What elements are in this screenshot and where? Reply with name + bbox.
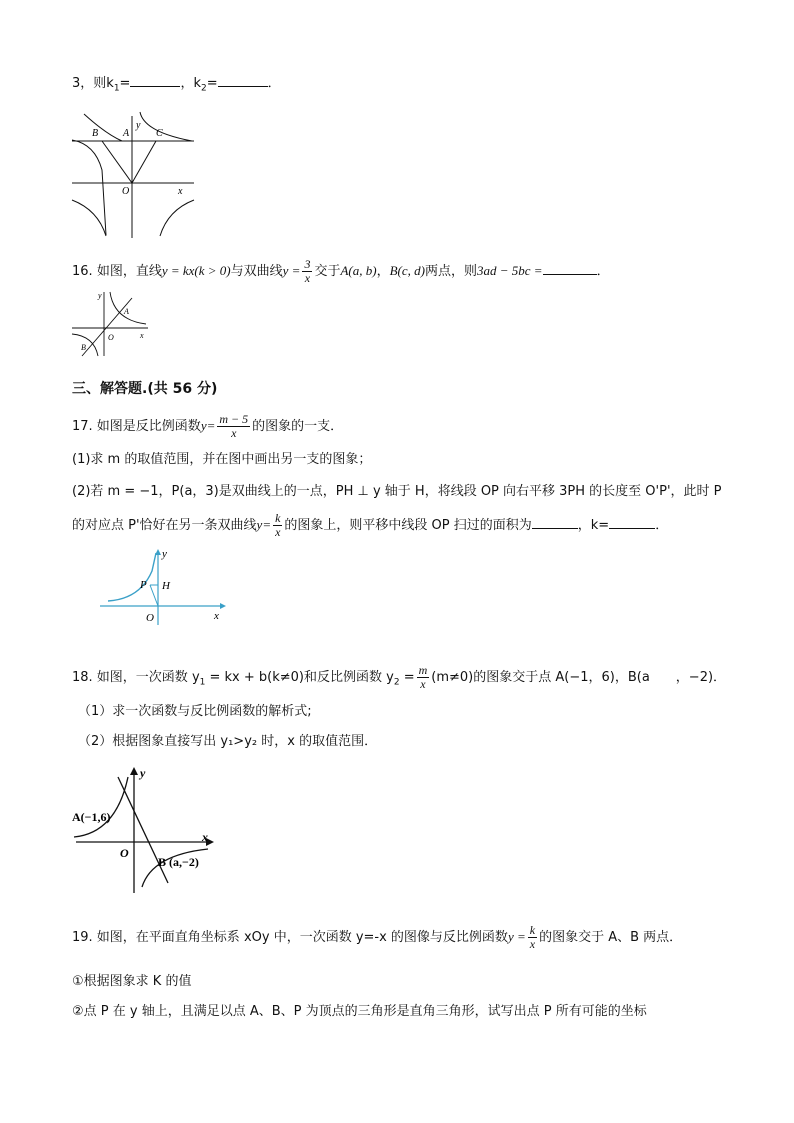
q16-point-A: A(a, b) — [340, 263, 377, 278]
segment-BO — [102, 141, 132, 183]
q16-number: 16. — [72, 264, 93, 279]
q18-part1: （1）求一次函数与反比例函数的解析式; — [78, 704, 312, 719]
y-axis-arrow — [130, 767, 138, 775]
q18-part2: （2）根据图象直接写出 y₁>y₂ 时，x 的取值范围． — [78, 734, 378, 749]
answer-blank-k[interactable] — [609, 516, 655, 529]
q19-line1 — [72, 924, 682, 951]
q17-frac2-den: x — [275, 525, 281, 539]
label-y: y — [162, 548, 167, 560]
q15-sub2: 2 — [200, 83, 207, 94]
q17-part3-d: ． — [655, 518, 669, 533]
q17-y: y= — [200, 418, 216, 433]
q16-point-B: B(c, d) — [389, 263, 425, 278]
q16-eq2: y = — [282, 263, 301, 278]
q19-t2: 的图象交于 A、B 两点． — [539, 930, 683, 945]
label-B: B — [81, 343, 86, 352]
hyperbola-upper-left — [74, 777, 128, 837]
q17-fraction — [217, 413, 250, 440]
q19-part2: ②点 P 在 y 轴上，且满足以点 A、B、P 为顶点的三角形是直角三角形，试写出点 P 所有可能的坐标 — [72, 1004, 647, 1019]
q19-part1: ①根据图象求 K 的值 — [72, 974, 192, 989]
q16-frac-num: 3 — [304, 257, 311, 271]
q16-eq1: y = kx(k > 0) — [161, 263, 231, 278]
q16-fraction — [302, 258, 312, 285]
q17-frac-den: x — [231, 426, 237, 440]
curve-lower-left — [72, 200, 106, 236]
q17-fraction2 — [273, 512, 282, 539]
label-x: x — [140, 331, 144, 340]
blank-guide-4 — [84, 192, 98, 236]
segment-OP — [150, 585, 158, 606]
q17-part2: (2)若 m = −1，P(a，3)是双曲线上的一点，PH ⊥ y 轴于 H，将线段 OP 向右平移 3PH 的长度至 O'P'，此时 P — [72, 484, 722, 499]
q15-end: ． — [267, 76, 281, 91]
q16-t4: ， — [376, 264, 390, 279]
q19-y: y = — [507, 929, 526, 944]
q15-sep: ，k — [180, 76, 201, 91]
label-x: x — [202, 830, 208, 844]
blank-guide-2 — [144, 194, 192, 238]
q16-frac-den: x — [304, 271, 311, 285]
curve-right-branch — [140, 112, 192, 141]
label-y: y — [140, 766, 146, 780]
label-B: B (a,−2) — [158, 855, 199, 869]
curve-upper-left — [72, 140, 106, 235]
label-O: O — [108, 333, 114, 342]
label-P: P — [140, 579, 147, 591]
q17-part3-c: ，k= — [577, 518, 610, 533]
label-A: A — [124, 307, 129, 316]
answer-blank-q16[interactable] — [543, 262, 597, 275]
label-y: y — [136, 120, 141, 131]
q17-intro: 17. 如图是反比例函数 — [72, 419, 201, 434]
label-A: A(−1,6) — [72, 810, 111, 824]
q16-t3: 交于 — [314, 264, 341, 279]
answer-blank-area[interactable] — [532, 516, 578, 529]
label-O: O — [120, 846, 129, 860]
q17-frac2-num: k — [275, 511, 281, 525]
figure-q15-hyperbolas — [70, 110, 200, 240]
q19-fraction — [528, 924, 537, 951]
label-C: C — [156, 128, 163, 139]
x-axis-arrow — [220, 603, 226, 609]
q16-t2: 与双曲线 — [230, 264, 283, 279]
label-x: x — [178, 186, 183, 197]
answer-blank-k2[interactable] — [218, 74, 268, 87]
label-y: y — [98, 291, 102, 300]
q18-sub1: 1 — [199, 677, 206, 688]
q18-frac-den: x — [420, 677, 426, 691]
q17-part3-y: y= — [256, 517, 272, 532]
hyperbola-branch — [108, 553, 156, 601]
q18-t4: (m≠0)的图象交于点 A(−1，6)，B(a ，−2)． — [431, 670, 727, 685]
q18-fraction — [417, 664, 430, 691]
q18-t3: = — [399, 670, 415, 685]
q16-t1: 如图，直线 — [96, 264, 162, 279]
q17-line1 — [72, 413, 343, 440]
q17-intro-end: 的图象的一支． — [252, 419, 344, 434]
blank-guide-3 — [154, 202, 192, 236]
figure-q18-line-hyperbola — [72, 765, 222, 895]
figure-q17-hyperbola — [96, 547, 230, 627]
q15-sub1: 1 — [113, 83, 120, 94]
curve-left-branch — [84, 114, 122, 141]
q15-prefix: 3，则k — [72, 76, 114, 91]
label-x: x — [214, 610, 219, 622]
segment-CO — [132, 141, 156, 183]
label-B: B — [92, 128, 99, 139]
curve-lower-right — [160, 200, 194, 236]
answer-blank-k1[interactable] — [130, 74, 180, 87]
label-O: O — [146, 612, 154, 624]
section-heading: 三、解答题.(共 56 分) — [72, 381, 218, 397]
figure-q16-line-hyperbola — [70, 288, 152, 358]
q17-frac-num: m − 5 — [219, 412, 249, 426]
q16-text — [72, 258, 610, 285]
q18-line1 — [72, 664, 726, 694]
q15-eq2: = — [206, 76, 218, 91]
q17-part3-b: 的图象上，则平移中线段 OP 扫过的面积为 — [284, 518, 532, 533]
q19-t1: 19. 如图，在平面直角坐标系 xOy 中，一次函数 y=-x 的图像与反比例函数 — [72, 930, 508, 945]
q18-frac-num: m — [418, 663, 428, 677]
q16-t5: 两点，则 — [424, 264, 477, 279]
q17-part3-a: 的对应点 P'恰好在另一条双曲线 — [72, 518, 257, 533]
q15-eq: = — [119, 76, 131, 91]
q15-answer-line — [72, 74, 281, 98]
q16-expression: 3ad − 5bc = — [476, 263, 543, 278]
q18-sub2: 2 — [393, 677, 400, 688]
q17-part3 — [72, 512, 668, 539]
label-O: O — [122, 186, 130, 197]
q16-end: ． — [596, 264, 610, 279]
q18-t2: = kx + b(k≠0)和反比例函数 y — [205, 670, 394, 685]
label-A: A — [123, 128, 130, 139]
q19-frac-den: x — [529, 937, 536, 951]
q18-t1: 18. 如图，一次函数 y — [72, 670, 200, 685]
q19-frac-num: k — [529, 923, 536, 937]
q17-part1: (1)求 m 的取值范围，并在图中画出另一支的图象； — [72, 452, 372, 467]
label-H: H — [162, 580, 170, 592]
